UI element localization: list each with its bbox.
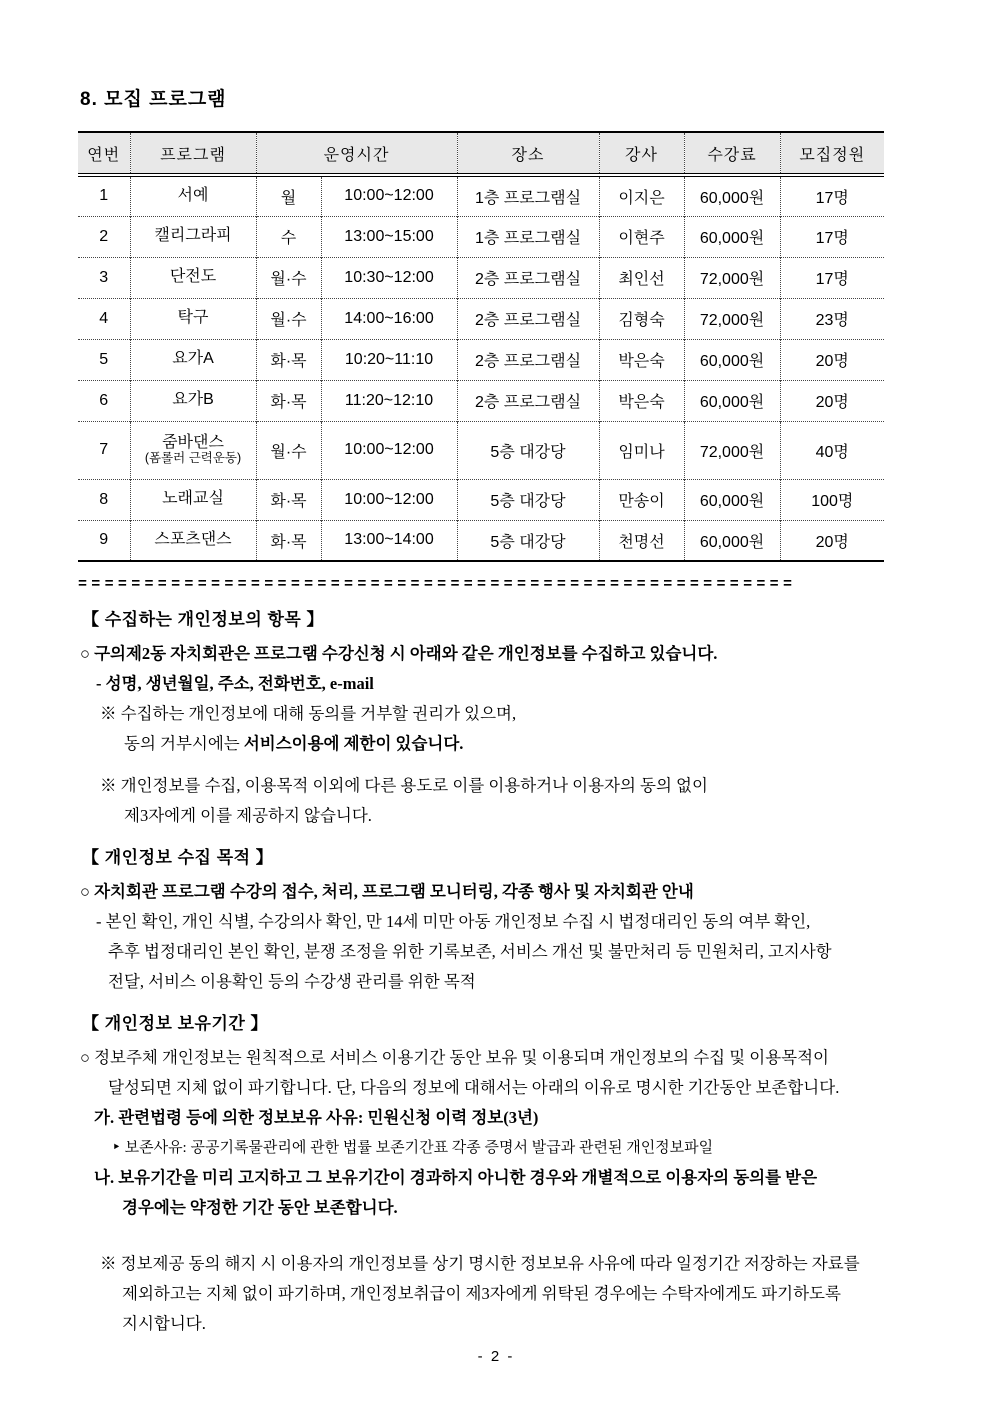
retention-item-na-line1: 나. 보유기간을 미리 고지하고 그 보유기간이 경과하지 아니한 경우와 개별적으로 이용자의 동의를 받은 bbox=[94, 1168, 818, 1187]
program-name: 캘리그라피 bbox=[154, 227, 232, 245]
retention-item-ga-sub: ‣ 보존사유: 공공기록물관리에 관한 법률 보존기간표 각종 증명서 발급과 관련된 개인정보파일 bbox=[112, 1140, 714, 1156]
cell-capacity: 100명 bbox=[780, 479, 884, 520]
cell-fee: 60,000원 bbox=[684, 339, 780, 380]
section-heading-items: 【 수집하는 개인정보의 항목 】 bbox=[82, 610, 325, 629]
cell-instructor: 만송이 bbox=[599, 479, 684, 520]
purpose-intro: ○ 자치회관 프로그램 수강의 접수, 처리, 프로그램 모니터링, 각종 행사 및 자치회관 안내 bbox=[80, 882, 694, 901]
note1-line2-bold: 서비스이용에 제한이 있습니다. bbox=[243, 734, 464, 753]
cell-days: 수 bbox=[256, 216, 321, 257]
cell-fee: 60,000원 bbox=[684, 479, 780, 520]
cell-capacity: 17명 bbox=[780, 216, 884, 257]
cell-instructor: 이지은 bbox=[599, 175, 684, 216]
items-note2-line2: 제3자에게 이를 제공하지 않습니다. bbox=[124, 806, 372, 825]
cell-place: 5층 대강당 bbox=[457, 520, 599, 561]
program-name: 요가B bbox=[172, 391, 214, 409]
cell-capacity: 23명 bbox=[780, 298, 884, 339]
cell-capacity: 20명 bbox=[780, 520, 884, 561]
cell-fee: 72,000원 bbox=[684, 298, 780, 339]
cell-instructor: 박은숙 bbox=[599, 339, 684, 380]
cell-instructor: 박은숙 bbox=[599, 380, 684, 421]
cell-program bbox=[130, 520, 256, 561]
cell-time: 10:00~12:00 bbox=[321, 479, 457, 520]
cell-place: 2층 프로그램실 bbox=[457, 339, 599, 380]
cell-fee: 72,000원 bbox=[684, 257, 780, 298]
cell-time: 10:00~12:00 bbox=[321, 421, 457, 479]
cell-place: 5층 대강당 bbox=[457, 479, 599, 520]
cell-capacity: 40명 bbox=[780, 421, 884, 479]
cell-program bbox=[130, 380, 256, 421]
cell-instructor: 이현주 bbox=[599, 216, 684, 257]
table-header-row bbox=[78, 132, 884, 175]
cell-no: 7 bbox=[78, 421, 130, 479]
retention-note-line1: ※ 정보제공 동의 해지 시 이용자의 개인정보를 상기 명시한 정보보유 사유에 따라 일정기간 저장하는 자료를 bbox=[100, 1254, 860, 1273]
cell-instructor: 김형숙 bbox=[599, 298, 684, 339]
cell-no: 2 bbox=[78, 216, 130, 257]
cell-days: 월·수 bbox=[256, 421, 321, 479]
program-table-body bbox=[78, 175, 884, 561]
program-name: 줌바댄스 bbox=[162, 433, 224, 451]
cell-time: 10:00~12:00 bbox=[321, 175, 457, 216]
table-row bbox=[78, 479, 884, 520]
cell-instructor: 최인선 bbox=[599, 257, 684, 298]
cell-place: 1층 프로그램실 bbox=[457, 175, 599, 216]
cell-capacity: 20명 bbox=[780, 339, 884, 380]
cell-time: 10:30~12:00 bbox=[321, 257, 457, 298]
cell-no: 8 bbox=[78, 479, 130, 520]
header-place: 장소 bbox=[457, 132, 599, 175]
cell-days: 월 bbox=[256, 175, 321, 216]
cell-time: 10:20~11:10 bbox=[321, 339, 457, 380]
cell-days: 월·수 bbox=[256, 298, 321, 339]
table-row bbox=[78, 298, 884, 339]
table-row bbox=[78, 216, 884, 257]
table-row bbox=[78, 175, 884, 216]
cell-no: 6 bbox=[78, 380, 130, 421]
divider-line: ====================================================== bbox=[78, 576, 797, 593]
cell-program bbox=[130, 339, 256, 380]
note1-line2-pre: 동의 거부시에는 bbox=[124, 734, 244, 753]
cell-days: 화·목 bbox=[256, 380, 321, 421]
items-note2-line1: ※ 개인정보를 수집, 이용목적 이외에 다른 용도로 이를 이용하거나 이용자의 동의 없이 bbox=[100, 776, 708, 795]
cell-place: 2층 프로그램실 bbox=[457, 298, 599, 339]
cell-fee: 72,000원 bbox=[684, 421, 780, 479]
cell-capacity: 17명 bbox=[780, 175, 884, 216]
retention-note-line2: 제외하고는 지체 없이 파기하며, 개인정보취급이 제3자에게 위탁된 경우에는 수탁자에게도 파기하도록 bbox=[122, 1284, 841, 1303]
cell-days: 월·수 bbox=[256, 257, 321, 298]
retention-intro-line2: 달성되면 지체 없이 파기합니다. 단, 다음의 정보에 대해서는 아래의 이유로 명시한 기간동안 보존합니다. bbox=[108, 1078, 840, 1097]
purpose-detail-line2: 추후 법정대리인 본인 확인, 분쟁 조정을 위한 기록보존, 서비스 개선 및 불만처리 등 민원처리, 고지사항 bbox=[108, 942, 832, 961]
cell-instructor: 천명선 bbox=[599, 520, 684, 561]
items-intro: ○ 구의제2동 자치회관은 프로그램 수강신청 시 아래와 같은 개인정보를 수집하고 있습니다. bbox=[80, 644, 718, 663]
table-row bbox=[78, 520, 884, 561]
program-name: 스포츠댄스 bbox=[154, 531, 232, 549]
purpose-detail-line3: 전달, 서비스 이용확인 등의 수강생 관리를 위한 목적 bbox=[108, 972, 476, 991]
cell-fee: 60,000원 bbox=[684, 380, 780, 421]
page-number: - 2 - bbox=[477, 1348, 515, 1365]
program-table bbox=[78, 131, 884, 562]
program-name: 탁구 bbox=[177, 309, 209, 327]
cell-program bbox=[130, 216, 256, 257]
cell-time: 13:00~14:00 bbox=[321, 520, 457, 561]
header-no: 연번 bbox=[78, 132, 130, 175]
cell-capacity: 20명 bbox=[780, 380, 884, 421]
program-name: 서예 bbox=[177, 187, 209, 205]
header-fee: 수강료 bbox=[684, 132, 780, 175]
cell-days: 화·목 bbox=[256, 479, 321, 520]
cell-program bbox=[130, 298, 256, 339]
cell-program bbox=[130, 421, 256, 479]
program-name: 노래교실 bbox=[162, 490, 224, 508]
header-time: 운영시간 bbox=[256, 132, 457, 175]
program-subtitle: (폼롤러 근력운동) bbox=[144, 451, 242, 466]
header-instructor: 강사 bbox=[599, 132, 684, 175]
retention-item-na-line2: 경우에는 약정한 기간 동안 보존합니다. bbox=[122, 1198, 398, 1217]
table-row bbox=[78, 421, 884, 479]
cell-fee: 60,000원 bbox=[684, 216, 780, 257]
section-heading-purpose: 【 개인정보 수집 목적 】 bbox=[82, 848, 274, 867]
cell-program bbox=[130, 175, 256, 216]
cell-instructor: 임미나 bbox=[599, 421, 684, 479]
cell-no: 5 bbox=[78, 339, 130, 380]
cell-no: 9 bbox=[78, 520, 130, 561]
cell-no: 1 bbox=[99, 187, 109, 205]
table-row bbox=[78, 339, 884, 380]
cell-no: 3 bbox=[78, 257, 130, 298]
retention-note-line3: 지시합니다. bbox=[122, 1314, 206, 1333]
section-heading-retention: 【 개인정보 보유기간 】 bbox=[82, 1014, 269, 1033]
cell-place: 5층 대강당 bbox=[457, 421, 599, 479]
items-fields: - 성명, 생년월일, 주소, 전화번호, e-mail bbox=[96, 674, 374, 693]
retention-item-ga: 가. 관련법령 등에 의한 정보보유 사유: 민원신청 이력 정보(3년) bbox=[94, 1108, 539, 1127]
table-row bbox=[78, 257, 884, 298]
cell-capacity: 17명 bbox=[780, 257, 884, 298]
cell-days: 화·목 bbox=[256, 520, 321, 561]
page-title: 8. 모집 프로그램 bbox=[80, 89, 227, 110]
cell-program bbox=[130, 257, 256, 298]
items-note1-line1: ※ 수집하는 개인정보에 대해 동의를 거부할 권리가 있으며, bbox=[100, 704, 517, 723]
cell-time: 13:00~15:00 bbox=[321, 216, 457, 257]
cell-time: 14:00~16:00 bbox=[321, 298, 457, 339]
header-capacity: 모집정원 bbox=[780, 132, 884, 175]
items-note1-line2 bbox=[124, 729, 992, 759]
cell-fee: 60,000원 bbox=[684, 175, 780, 216]
cell-place: 2층 프로그램실 bbox=[457, 380, 599, 421]
retention-intro-line1: ○ 정보주체 개인정보는 원칙적으로 서비스 이용기간 동안 보유 및 이용되며 개인정보의 수집 및 이용목적이 bbox=[80, 1048, 829, 1067]
program-name: 단전도 bbox=[169, 268, 217, 286]
table-row bbox=[78, 380, 884, 421]
cell-time: 11:20~12:10 bbox=[321, 380, 457, 421]
cell-days: 화·목 bbox=[256, 339, 321, 380]
header-program: 프로그램 bbox=[130, 132, 256, 175]
cell-place: 1층 프로그램실 bbox=[457, 216, 599, 257]
cell-fee: 60,000원 bbox=[684, 520, 780, 561]
cell-place: 2층 프로그램실 bbox=[457, 257, 599, 298]
cell-program bbox=[130, 479, 256, 520]
program-name: 요가A bbox=[172, 350, 214, 368]
cell-no: 4 bbox=[78, 298, 130, 339]
purpose-detail-line1: - 본인 확인, 개인 식별, 수강의사 확인, 만 14세 미만 아동 개인정보 수집 시 법정대리인 동의 여부 확인, bbox=[96, 912, 811, 931]
